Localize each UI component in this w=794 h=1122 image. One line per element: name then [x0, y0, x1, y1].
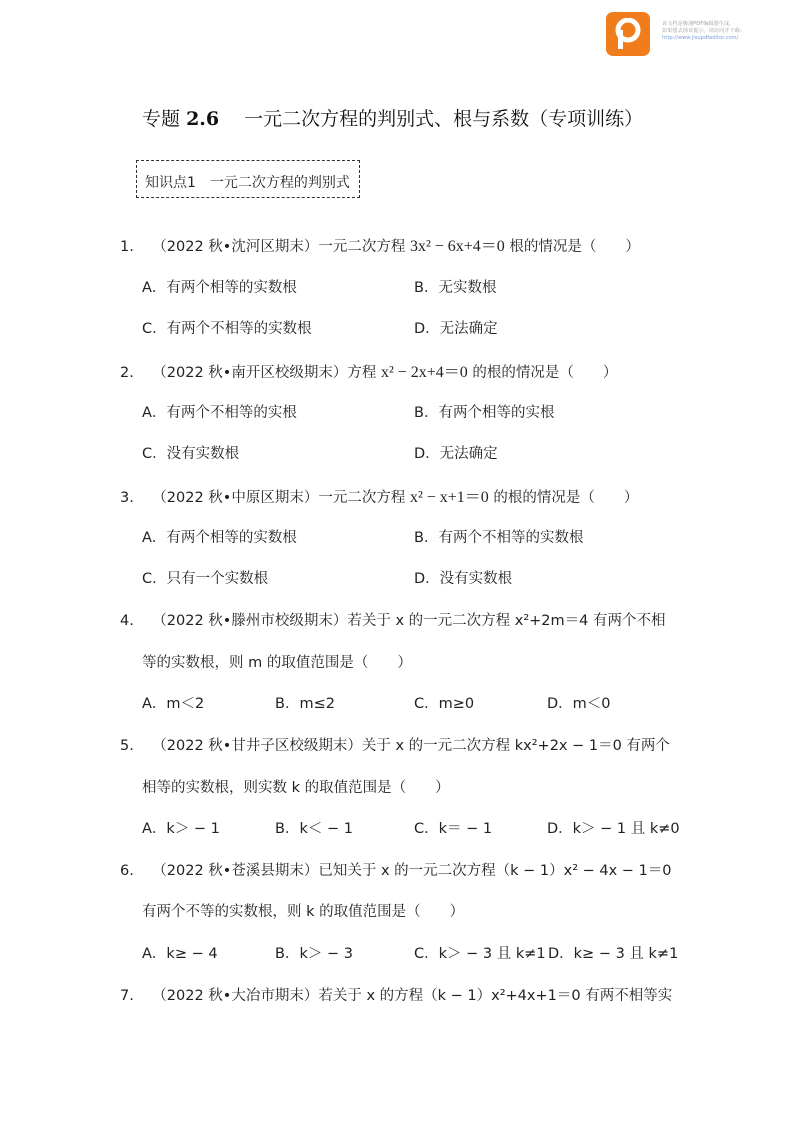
option-c[interactable]: C．m≥0 — [414, 696, 475, 712]
question-equation: x² − x+1＝0 — [409, 489, 489, 506]
question-text-line1: （2022 秋•苍溪县期末）已知关于 x 的一元二次方程（k − 1）x² − 4x − 1＝0 — [152, 863, 672, 879]
question-text-line1: （2022 秋•滕州市校级期末）若关于 x 的一元二次方程 x²+2m＝4 有两个不相 — [152, 613, 666, 629]
pdf-editor-logo-icon — [606, 12, 650, 56]
option-a[interactable]: A．k≥ − 4 — [142, 946, 218, 962]
option-d[interactable]: D．无法确定 — [414, 321, 498, 337]
option-d[interactable]: D．k＞ − 1 且 k≠0 — [547, 821, 680, 837]
question-text-line2: 等的实数根，则 m 的取值范围是（ ） — [142, 655, 412, 671]
option-c[interactable]: C．没有实数根 — [142, 446, 240, 462]
question-equation: x² − 2x+4＝0 — [380, 364, 468, 381]
p-letter-icon — [615, 18, 641, 50]
option-b[interactable]: B．m≤2 — [275, 696, 335, 712]
title-number: 2.6 — [186, 108, 220, 130]
question-number: 3. — [120, 490, 134, 506]
question-tail: 的根的情况是（ ） — [472, 365, 618, 381]
question-5 — [120, 734, 670, 755]
question-text-line1: （2022 秋•大冶市期末）若关于 x 的方程（k − 1）x²+4x+1＝0 有两不相等实 — [152, 988, 673, 1004]
option-b[interactable]: B．k＞ − 3 — [275, 946, 353, 962]
question-number: 6. — [120, 863, 134, 879]
option-c[interactable]: C．k＝ − 1 — [414, 821, 493, 837]
question-source: （2022 秋•沈河区期末）一元二次方程 — [152, 239, 406, 255]
option-a[interactable]: A．k＞ − 1 — [142, 821, 220, 837]
question-equation: 3x² − 6x+4＝0 — [409, 238, 505, 255]
question-number: 4. — [120, 613, 134, 629]
title-text: 一元二次方程的判别式、根与系数（专项训练） — [244, 108, 644, 130]
question-text-line1: （2022 秋•甘井子区校级期末）关于 x 的一元二次方程 kx²+2x − 1＝0 有两个 — [152, 738, 670, 754]
option-b[interactable]: B．有两个不相等的实数根 — [414, 530, 584, 546]
title-prefix: 专题 — [142, 108, 181, 130]
question-2 — [120, 359, 617, 382]
watermark-line: 该文档是极速PDF编辑器生成， — [662, 21, 735, 27]
section-heading: 知识点1 一元二次方程的判别式 — [145, 175, 350, 191]
option-a[interactable]: A．m＜2 — [142, 696, 205, 712]
option-c[interactable]: C．有两个不相等的实数根 — [142, 321, 312, 337]
option-b[interactable]: B．无实数根 — [414, 280, 497, 296]
question-number: 2. — [120, 365, 134, 381]
question-number: 5. — [120, 738, 134, 754]
question-1 — [120, 233, 640, 256]
question-3 — [120, 484, 638, 507]
question-tail: 的根的情况是（ ） — [493, 490, 639, 506]
watermark-line: 如果想去掉该提示，请访问并下载： — [662, 28, 746, 34]
option-a[interactable]: A．有两个相等的实数根 — [142, 530, 297, 546]
option-a[interactable]: A．有两个相等的实数根 — [142, 280, 297, 296]
question-7 — [120, 984, 672, 1005]
option-d[interactable]: D．无法确定 — [414, 446, 498, 462]
option-b[interactable]: B．k＜ − 1 — [275, 821, 353, 837]
option-a[interactable]: A．有两个不相等的实根 — [142, 405, 297, 421]
question-source: （2022 秋•中原区期末）一元二次方程 — [152, 490, 406, 506]
question-source: （2022 秋•南开区校级期末）方程 — [152, 365, 377, 381]
section-heading-box — [136, 160, 360, 198]
question-text-line2: 有两个不等的实数根，则 k 的取值范围是（ ） — [142, 904, 465, 920]
question-tail: 根的情况是（ ） — [509, 239, 640, 255]
option-c[interactable]: C．k＞ − 3 且 k≠1 — [414, 946, 546, 962]
option-d[interactable]: D．没有实数根 — [414, 571, 513, 587]
question-text-line2: 相等的实数根，则实数 k 的取值范围是（ ） — [142, 780, 450, 796]
page-title — [142, 104, 643, 131]
option-c[interactable]: C．只有一个实数根 — [142, 571, 269, 587]
question-4 — [120, 609, 665, 630]
option-d[interactable]: D．k≥ − 3 且 k≠1 — [548, 946, 679, 962]
question-6 — [120, 859, 672, 880]
question-number: 7. — [120, 988, 134, 1004]
watermark-notice — [662, 21, 790, 42]
option-d[interactable]: D．m＜0 — [547, 696, 611, 712]
option-b[interactable]: B．有两个相等的实根 — [414, 405, 555, 421]
watermark-url[interactable]: http://www.jisupdfeditor.com/ — [662, 35, 739, 41]
question-number: 1. — [120, 239, 134, 255]
